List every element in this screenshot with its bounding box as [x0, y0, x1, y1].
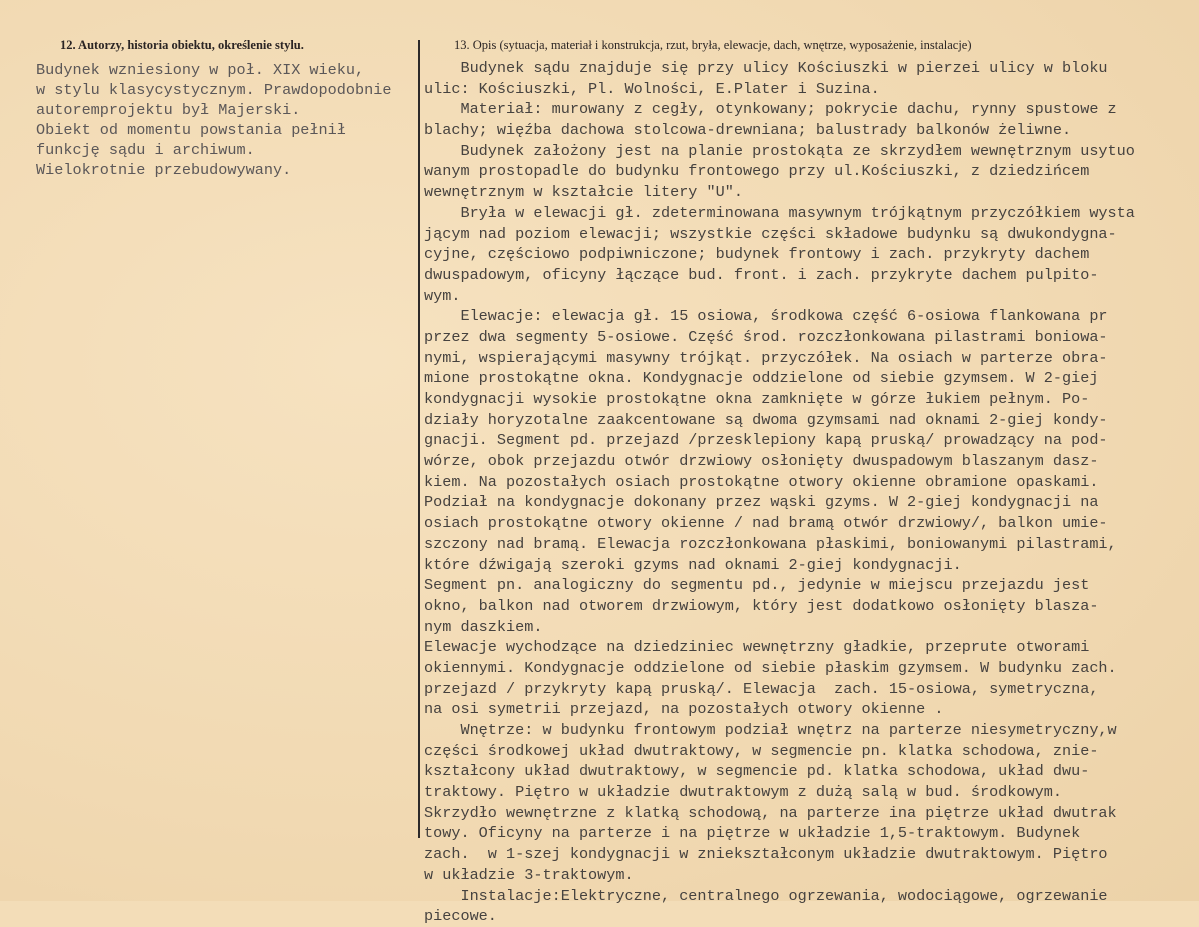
text-line: blachy; więźba dachowa stolcowa-drewniana; balustrady balkonów żeliwne.: [424, 121, 1072, 140]
text-line: Budynek sądu znajduje się przy ulicy Kościuszki w pierzei ulicy w bloku: [424, 59, 1108, 77]
text-line: wanym prostopadle do budynku frontowego przy ul.Kościuszki, z dziedzińcem: [424, 162, 1090, 181]
text-line: Elewacje wychodzące na dziedziniec wewnętrzny gładkie, przeprute otworami: [424, 638, 1090, 657]
text-line: Segment pn. analogiczny do segmentu pd., jedynie w miejscu przejazdu jest: [424, 576, 1090, 595]
text-line: Wnętrze: w budynku frontowym podział wnętrz na parterze niesymetryczny,w: [424, 721, 1117, 739]
text-line: zach. w 1-szej kondygnacji w zniekształconym układzie dwutraktowym. Piętro: [424, 845, 1108, 864]
text-line: na osi symetrii przejazd, na pozostałych otwory okienne .: [424, 700, 944, 719]
text-line: osiach prostokątne otwory okienne / nad bramą otwór drzwiowy/, balkon umie-: [424, 514, 1108, 533]
text-line: autoremprojektu był Majerski.: [36, 101, 301, 119]
column-divider: [418, 40, 420, 838]
section-13-header: 13. Opis (sytuacja, materiał i konstrukcja, rzut, bryła, elewacje, dach, wnętrze, wyposażenie, instalacje): [454, 38, 972, 52]
text-line: piecowe.: [424, 907, 497, 926]
description-text: [424, 58, 1194, 927]
text-line: przejazd / przykryty kapą pruską/. Elewacja zach. 15-osiowa, symetryczna,: [424, 679, 1099, 698]
text-line: Wielokrotnie przebudowywany.: [36, 161, 292, 179]
text-line: wórze, obok przejazdu otwór drzwiowy osłonięty dwuspadowym blaszanym dasz-: [424, 452, 1099, 471]
text-line: towy. Oficyny na parterze i na piętrze w układzie 1,5-traktowym. Budynek: [424, 824, 1081, 843]
text-line: funkcję sądu i archiwum.: [36, 141, 255, 159]
text-line: które dźwigają szeroki gzyms nad oknami 2-giej kondygnacji.: [424, 555, 962, 574]
text-line: w stylu klasycystycznym. Prawdopodobnie: [36, 81, 392, 99]
text-line: cyjne, częściowo podpiwniczone; budynek frontowy i zach. przykryty dachem: [424, 245, 1090, 264]
text-line: Budynek założony jest na planie prostokąta ze skrzydłem wewnętrznym usytuo: [424, 141, 1135, 160]
text-line: Skrzydło wewnętrzne z klatką schodową, na parterze ina piętrze układ dwutrak: [424, 803, 1117, 822]
text-line: wym.: [424, 286, 461, 305]
text-line: gnacji. Segment pd. przejazd /przesklepiony kapą pruską/ prowadzący na pod-: [424, 431, 1108, 450]
text-line: wewnętrznym w kształcie litery "U".: [424, 183, 743, 202]
text-line: nym daszkiem.: [424, 617, 543, 636]
text-line: kondygnacji wysokie prostokątne okna zamknięte w górze łukiem pełnym. Po-: [424, 390, 1090, 408]
authors-history-text: [36, 60, 416, 180]
text-line: części środkowej układ dwutraktowy, w segmencie pn. klatka schodowa, znie-: [424, 741, 1099, 760]
text-line: Elewacje: elewacja gł. 15 osiowa, środkowa część 6-osiowa flankowana pr: [424, 307, 1108, 326]
text-line: dwuspadowym, oficyny łączące bud. front. i zach. przykryte dachem pulpito-: [424, 265, 1099, 284]
text-line: przez dwa segmenty 5-osiowe. Część środ. rozczłonkowana pilastrami boniowa-: [424, 327, 1108, 346]
text-line: nymi, wspierającymi masywny trójkąt. przyczółek. Na osiach w parterze obra-: [424, 348, 1108, 367]
text-line: Budynek wzniesiony w poł. XIX wieku,: [36, 61, 365, 79]
text-line: jącym nad poziom elewacji; wszystkie części składowe budynku są dwukondygna-: [424, 224, 1117, 243]
text-line: Podział na kondygnacje dokonany przez wąski gzyms. W 2-giej kondygnacji na: [424, 493, 1099, 512]
section-12-header: 12. Autorzy, historia obiektu, określenie stylu.: [60, 38, 304, 52]
text-line: kiem. Na pozostałych osiach prostokątne otwory okienne obramione opaskami.: [424, 472, 1099, 491]
text-line: Instalacje:Elektryczne, centralnego ogrzewania, wodociągowe, ogrzewanie: [424, 886, 1108, 905]
text-line: w układzie 3-traktowym.: [424, 865, 634, 884]
text-line: okno, balkon nad otworem drzwiowym, który jest dodatkowo osłonięty blasza-: [424, 596, 1099, 615]
text-line: szczony nad bramą. Elewacja rozczłonkowana płaskimi, boniowanymi pilastrami,: [424, 534, 1117, 553]
text-line: mione prostokątne okna. Kondygnacje oddzielone od siebie gzymsem. W 2-giej: [424, 369, 1099, 388]
text-line: Materiał: murowany z cegły, otynkowany; pokrycie dachu, rynny spustowe z: [424, 100, 1117, 119]
text-line: ulic: Kościuszki, Pl. Wolności, E.Plater i Suzina.: [424, 79, 880, 98]
text-line: Obiekt od momentu powstania pełnił: [36, 121, 346, 139]
text-line: traktowy. Piętro w układzie dwutraktowym z dużą salą w bud. środkowym.: [424, 783, 1062, 802]
text-line: Bryła w elewacji gł. zdeterminowana masywnym trójkątnym przyczółkiem wysta: [424, 203, 1135, 222]
text-line: kształcony układ dwutraktowy, w segmencie pd. klatka schodowa, układ dwu-: [424, 762, 1090, 781]
text-line: działy horyzotalne zaakcentowane są dwoma gzymsami nad oknami 2-giej kondy-: [424, 410, 1108, 429]
text-line: okiennymi. Kondygnacje oddzielone od siebie płaskim gzymsem. W budynku zach.: [424, 658, 1117, 677]
